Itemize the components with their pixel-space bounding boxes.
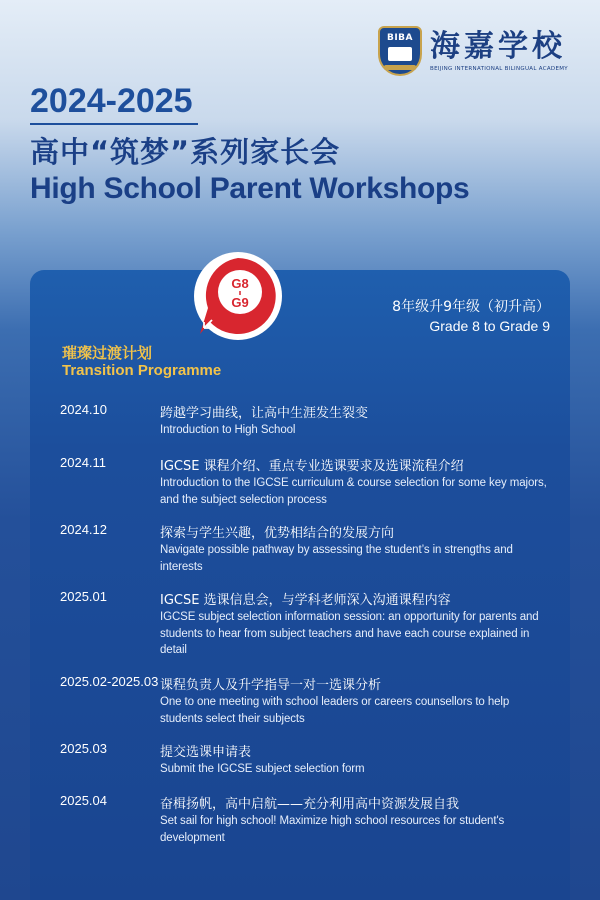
event-date: 2024.10 [60, 402, 107, 417]
event-title-cn: 提交选课申请表 [160, 745, 252, 760]
event-date: 2025.04 [60, 793, 107, 808]
event-title-en: Submit the IGCSE subject selection form [160, 763, 365, 775]
programme-card [30, 270, 570, 900]
badge-line2: G9 [231, 295, 249, 310]
school-name-cn: 海嘉学校 [430, 29, 566, 64]
grade-label-en: Grade 8 to Grade 9 [429, 318, 550, 334]
event-title-en: One to one meeting with school leaders or careers counsellors to help students select their subjects [160, 696, 510, 725]
crest-band [384, 65, 416, 70]
event-date: 2024.12 [60, 522, 107, 537]
event-date: 2025.01 [60, 589, 107, 604]
year-underline [30, 123, 198, 125]
event-title-cn: 课程负责人及升学指导一对一选课分析 [160, 678, 382, 693]
badge-line1: G8 [231, 276, 249, 291]
crest-text: BIBA [386, 33, 414, 43]
crest-book-icon [388, 47, 412, 61]
school-crest-icon [378, 26, 422, 76]
event-date: 2025.02-2025.03 [60, 674, 159, 689]
event-title-cn: 奋楫扬帆，高中启航——充分利用高中资源发展自我 [160, 797, 460, 812]
event-title-en: Navigate possible pathway by assessing the student’s in strengths and interests [160, 544, 513, 573]
year-heading: 2024-2025 [30, 82, 193, 120]
page-title-en: High School Parent Workshops [30, 172, 470, 205]
school-logo [378, 26, 568, 76]
event-date: 2025.03 [60, 741, 107, 756]
event-title-en: IGCSE subject selection information session: an opportunity for parents and students to hear from subject teachers and have each course explained in detail [160, 611, 539, 656]
event-date: 2024.11 [60, 455, 107, 470]
programme-name-cn: 璀璨过渡计划 [62, 344, 153, 362]
programme-name-en: Transition Programme [62, 362, 222, 379]
event-title-cn: 探索与学生兴趣，优势相结合的发展方向 [160, 526, 395, 541]
grade-badge-icon [188, 246, 288, 346]
event-title-cn: IGCSE 选课信息会，与学科老师深入沟通课程内容 [160, 593, 451, 608]
page-title-cn: 高中“筑梦”系列家长会 [30, 135, 341, 169]
event-title-cn: IGCSE 课程介绍、重点专业选课要求及选课流程介绍 [160, 459, 464, 474]
event-title-cn: 跨越学习曲线，让高中生涯发生裂变 [160, 406, 369, 421]
grade-label-cn: 8年级升9年级（初升高） [392, 299, 550, 315]
event-title-en: Introduction to High School [160, 424, 296, 436]
school-name-en: BEIJING INTERNATIONAL BILINGUAL ACADEMY [430, 66, 568, 72]
event-title-en: Introduction to the IGCSE curriculum & course selection for some key majors, and the subject selection process [160, 477, 547, 506]
event-title-en: Set sail for high school! Maximize high school resources for student's development [160, 815, 505, 844]
